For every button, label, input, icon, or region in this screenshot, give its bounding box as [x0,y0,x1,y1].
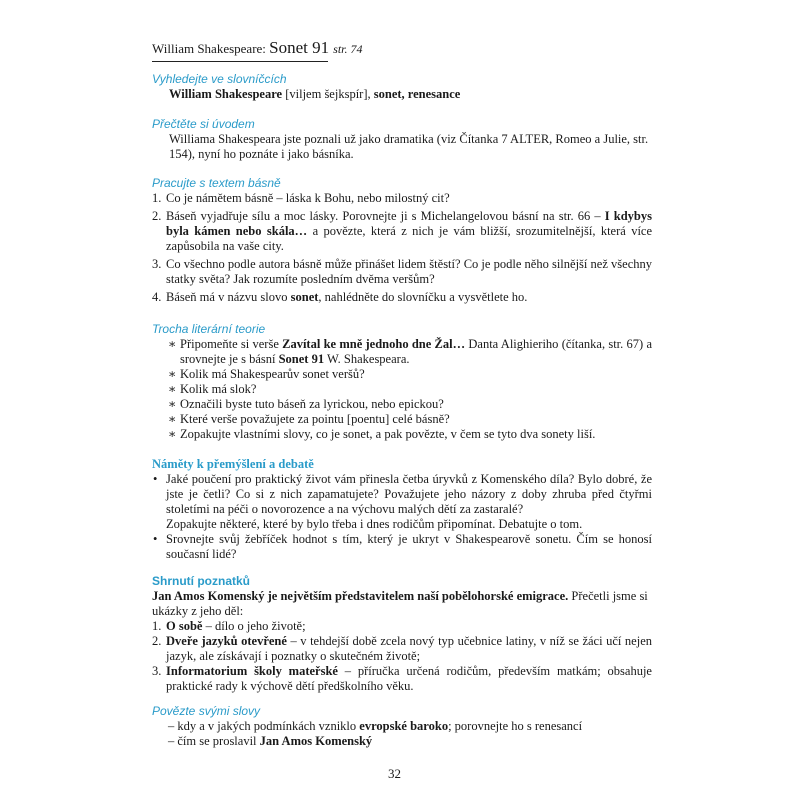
section-debate [152,457,652,562]
bullet-marker: • [153,532,158,546]
question-2 [152,209,652,254]
theory-item: ∗ Připomeňte si verše Zavítal ke mně jednoho dne Žal… Danta Alighieriho (čítanka, str. 67) a srovnejte je s básní Sonet 91 W. Shakespeara. [168,337,653,366]
section-heading: Trocha literární teorie [152,322,266,336]
section-dictionary [152,72,652,102]
section-text-work [152,176,652,308]
header-author: William Shakespeare: [152,41,270,56]
section-summary [152,574,652,694]
question-text: Báseň vyjadřuje sílu a moc lásky. Porovnejte ji s Michelangelovou básní na str. 66 – [166,209,605,223]
page-number: 32 [388,766,401,781]
work-item: 3. Informatorium školy mateřské – příručka určená rodičům, především matkám; obsahuje praktické rady k výchově dětí předškolního věku. [152,664,652,693]
question-number: 1. [152,191,162,205]
question-number: 2. [152,209,162,223]
asterisk-marker: ∗ [168,382,177,396]
asterisk-marker: ∗ [168,337,177,351]
work-number: 2. [152,634,162,648]
theory-item: ∗ Kolik má Shakespearův sonet veršů? [168,367,365,381]
question-bold: sonet [290,290,319,304]
question-text: Báseň má v názvu slovo [166,290,291,304]
theory-item: ∗ Které verše považujete za pointu [poentu] celé básně? [168,412,450,426]
question-4 [152,290,652,305]
work-item: 2. Dveře jazyků otevřené – v tehdejší době zcela nový typ učebnice latiny, v níž se žáci učí nejen jazyk, ale získávají i poznatky o skutečném životě; [152,634,653,663]
question-number: 4. [152,290,162,304]
section-intro [152,117,652,162]
intro-text: Williama Shakespeara jste poznali už jako dramatika (viz Čítanka 7 ALTER, Romeo a Julie, str. 154), nyní ho poznáte i jako básníka. [169,132,649,161]
dictionary-terms [152,87,652,102]
section-heading: Pracujte s textem básně [152,176,281,190]
section-heading: Shrnutí poznatků [152,574,250,588]
work-number: 3. [152,664,162,678]
debate-item: • Jaké poučení pro praktický život vám přinesla četba úryvků z Komenského díla? Bylo dobré, že jste je četli? Co si z nich zapamatujete? Považujete jeho názory z doby zhruba před čtyřmi stoletími na péči o novorozence a na výchovu malých dětí za zastaralé? Zopakujte některé, které by bylo třeba i dnes rodičům připomínat. Debatujte o tom. [153,472,652,531]
question-number: 3. [152,257,162,271]
header-page-ref: str. 74 [333,42,363,56]
retell-item: – čím se proslavil Jan Amos Komenský [168,734,373,748]
section-heading: Přečtěte si úvodem [152,117,255,131]
summary-intro: Jan Amos Komenský je největším představitelem naší pobělohorské emigrace. Přečetli jsme si ukázky z jeho děl: [152,589,648,618]
question-3 [152,257,652,287]
question-text: a povězte, která z nich je vám bližší, srozumitelnější, která více zapůsobila na vaše city. [166,224,653,253]
term-name: William Shakespeare [169,87,283,101]
question-text: , nahlédněte do slovníčku a vysvětlete ho. [318,290,528,304]
term-list: sonet, renesance [373,87,461,101]
section-heading: Povězte svými slovy [152,704,261,718]
page-header [152,38,363,62]
theory-item: ∗ Označili byste tuto báseň za lyrickou, nebo epickou? [168,397,444,411]
work-number: 1. [152,619,162,633]
work-item: 1. O sobě – dílo o jeho životě; [152,619,306,633]
debate-item: • Srovnejte svůj žebříček hodnot s tím, který je ukryt v Shakespearově sonetu. Čím se honosí současní lidé? [153,532,652,561]
question-bold: I kdybys byla kámen nebo skála… [166,209,652,238]
question-text: Co všechno podle autora básně může přinášet lidem štěstí? Co je podle něho silnější než všechny statky světa? Jak rozumíte posledním dvěma veršům? [166,257,652,286]
bullet-marker: • [153,472,158,486]
asterisk-marker: ∗ [168,427,177,441]
theory-item: ∗ Zopakujte vlastními slovy, co je sonet, a pak povězte, v čem se tyto dva sonety liší. [168,427,596,441]
question-text: Co je námětem básně – láska k Bohu, nebo milostný cit? [166,191,450,205]
section-retell [152,704,652,749]
question-1 [152,191,652,206]
term-pronunciation: [viljem šejkspír], [282,87,374,101]
asterisk-marker: ∗ [168,397,177,411]
section-heading: Vyhledejte ve slovníčcích [152,72,287,86]
section-heading: Náměty k přemýšlení a debatě [152,457,314,471]
asterisk-marker: ∗ [168,367,177,381]
section-literary-theory [152,322,652,442]
asterisk-marker: ∗ [168,412,177,426]
header-title: Sonet 91 [269,38,330,57]
theory-item: ∗ Kolik má slok? [168,382,257,396]
retell-item: – kdy a v jakých podmínkách vzniklo evropské baroko; porovnejte ho s renesancí [168,719,583,733]
